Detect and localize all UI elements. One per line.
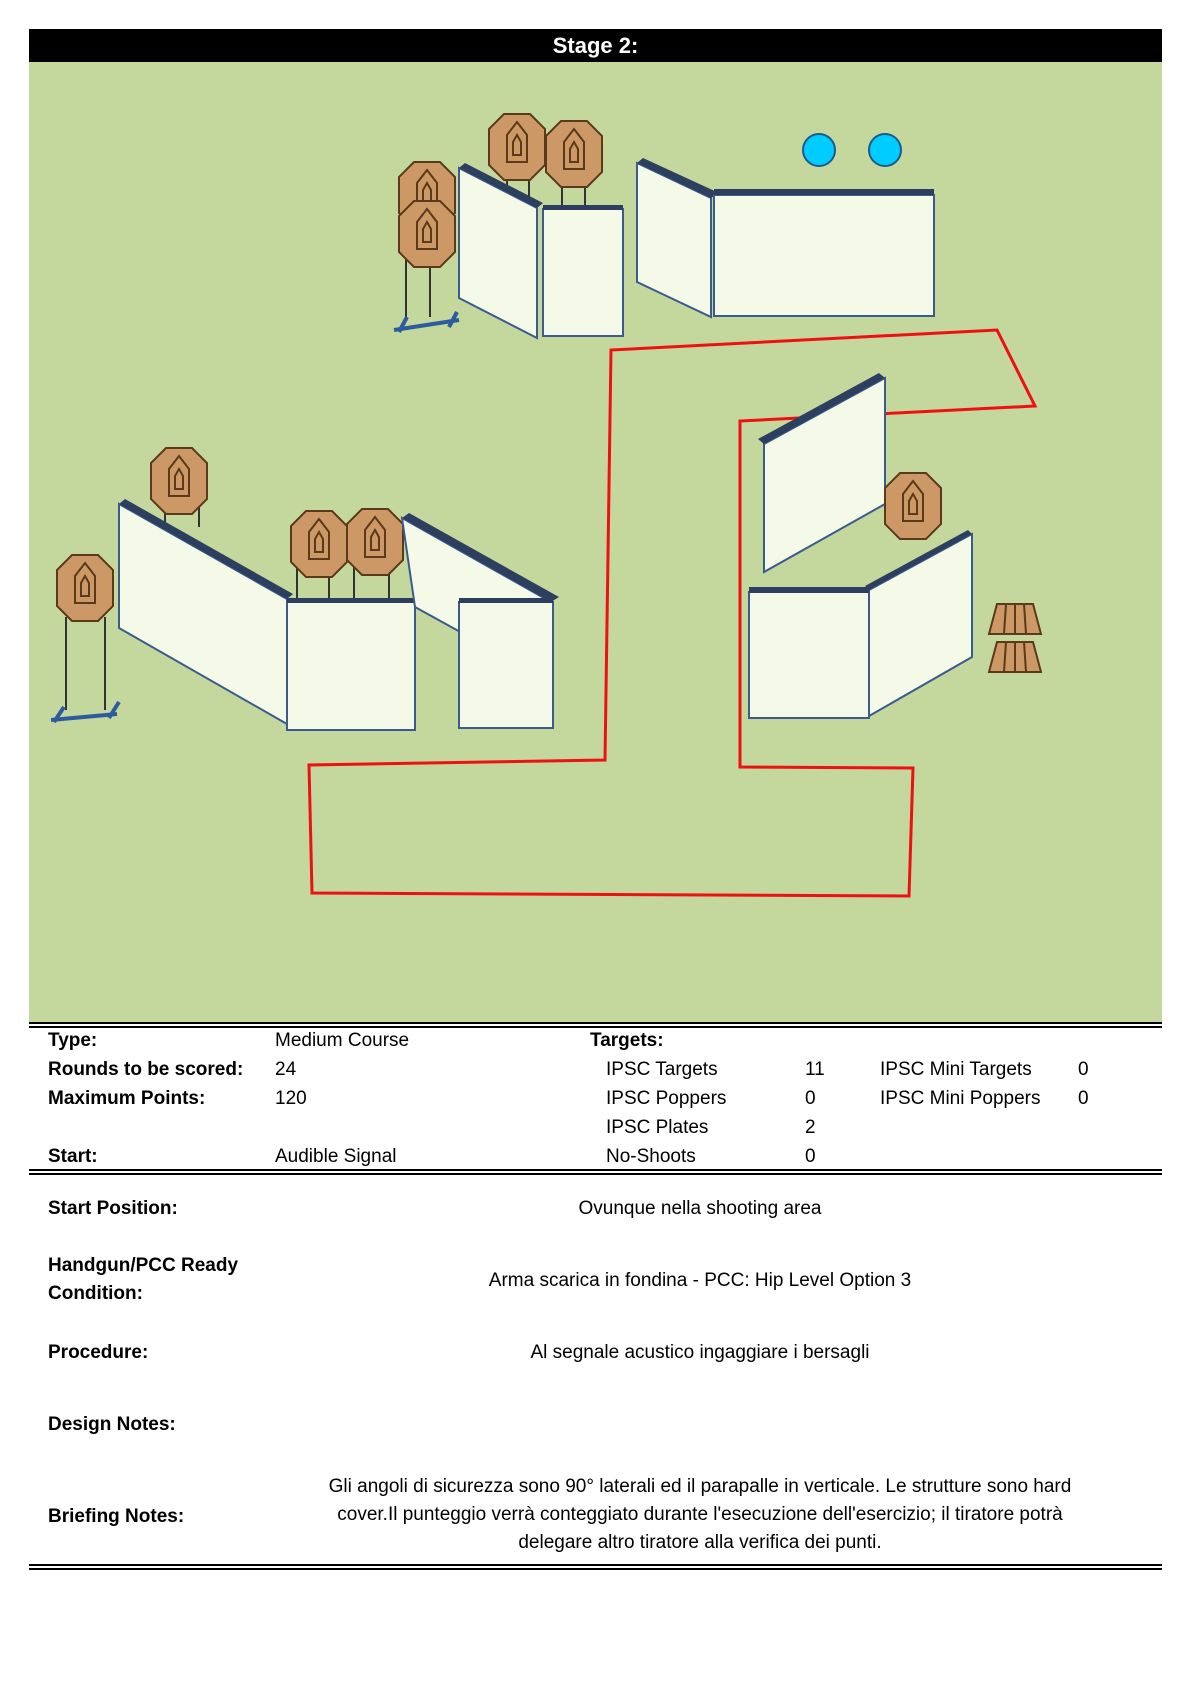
stage-title: Stage 2: [29,29,1162,62]
briefing-line-2: cover.Il punteggio verrà conteggiato durante l'esecuzione dell'esercizio; il tiratore potrà [337,1504,1063,1525]
no-shoots-value: 0 [805,1146,816,1167]
poppers-right [989,604,1041,672]
briefing-line-1: Gli angoli di sicurezza sono 90° laterali ed il parapalle in verticale. Le strutture sono hard [328,1476,1072,1497]
ipsc-target-icon [885,473,941,539]
stage-diagram [29,62,1162,1022]
targets-label: Targets: [590,1030,664,1051]
ipsc-mini-poppers-value: 0 [1078,1088,1089,1109]
wall-left-long [119,499,293,724]
ipsc-target-icon [399,201,455,267]
briefing-line-3: delegare altro tiratore alla verifica dei punti. [518,1532,882,1553]
wall-top-center [543,205,623,336]
wall-left-center [287,598,415,730]
ready-condition-label-2: Condition: [48,1283,143,1304]
start-label: Start: [48,1146,98,1167]
ipsc-target-icon [546,121,602,187]
ipsc-mini-targets-label: IPSC Mini Targets [880,1059,1032,1080]
wall-top-left [459,163,543,338]
procedure-label: Procedure: [48,1342,149,1363]
divider-middle [29,1169,1162,1175]
wall-top-right [637,158,934,317]
ipsc-target-icon [489,114,545,180]
ipsc-target-right [885,473,941,539]
popper-icon [989,604,1041,634]
divider-top [29,1022,1162,1028]
ipsc-targets-value: 11 [805,1059,825,1080]
divider-bottom [29,1564,1162,1570]
ipsc-target-icon [151,448,207,514]
popper-icon [989,642,1041,672]
ipsc-plates-label: IPSC Plates [606,1117,709,1138]
ipsc-poppers-value: 0 [805,1088,816,1109]
design-notes-label: Design Notes: [48,1414,176,1435]
ipsc-mini-poppers-label: IPSC Mini Poppers [880,1088,1041,1109]
type-value: Medium Course [275,1030,410,1051]
ipsc-targets-label: IPSC Targets [606,1059,718,1080]
start-position-label: Start Position: [48,1198,178,1219]
ipsc-plates-value: 2 [805,1117,816,1138]
ipsc-poppers-label: IPSC Poppers [606,1088,727,1109]
rounds-label: Rounds to be scored: [48,1059,244,1080]
start-position-value: Ovunque nella shooting area [578,1198,822,1219]
rounds-value: 24 [275,1059,297,1080]
wall-left-right [459,598,553,728]
no-shoots-label: No-Shoots [606,1146,696,1167]
steel-plates [803,134,901,166]
type-label: Type: [48,1030,98,1051]
max-points-value: 120 [275,1088,307,1109]
plate-icon [803,134,835,166]
ipsc-target-icon [291,511,347,577]
stage-diagram-svg [29,62,1162,1022]
ready-condition-label-1: Handgun/PCC Ready [48,1255,239,1276]
ipsc-target-icon [57,555,113,621]
start-value: Audible Signal [275,1146,397,1167]
plate-icon [869,134,901,166]
briefing-notes-label: Briefing Notes: [48,1506,185,1527]
ready-condition-value: Arma scarica in fondina - PCC: Hip Level Option 3 [488,1270,912,1291]
ipsc-target-icon [347,509,403,575]
max-points-label: Maximum Points: [48,1088,206,1109]
wall-right-upper [758,373,885,572]
procedure-value: Al segnale acustico ingaggiare i bersagli [530,1342,870,1363]
ipsc-mini-targets-value: 0 [1078,1059,1089,1080]
